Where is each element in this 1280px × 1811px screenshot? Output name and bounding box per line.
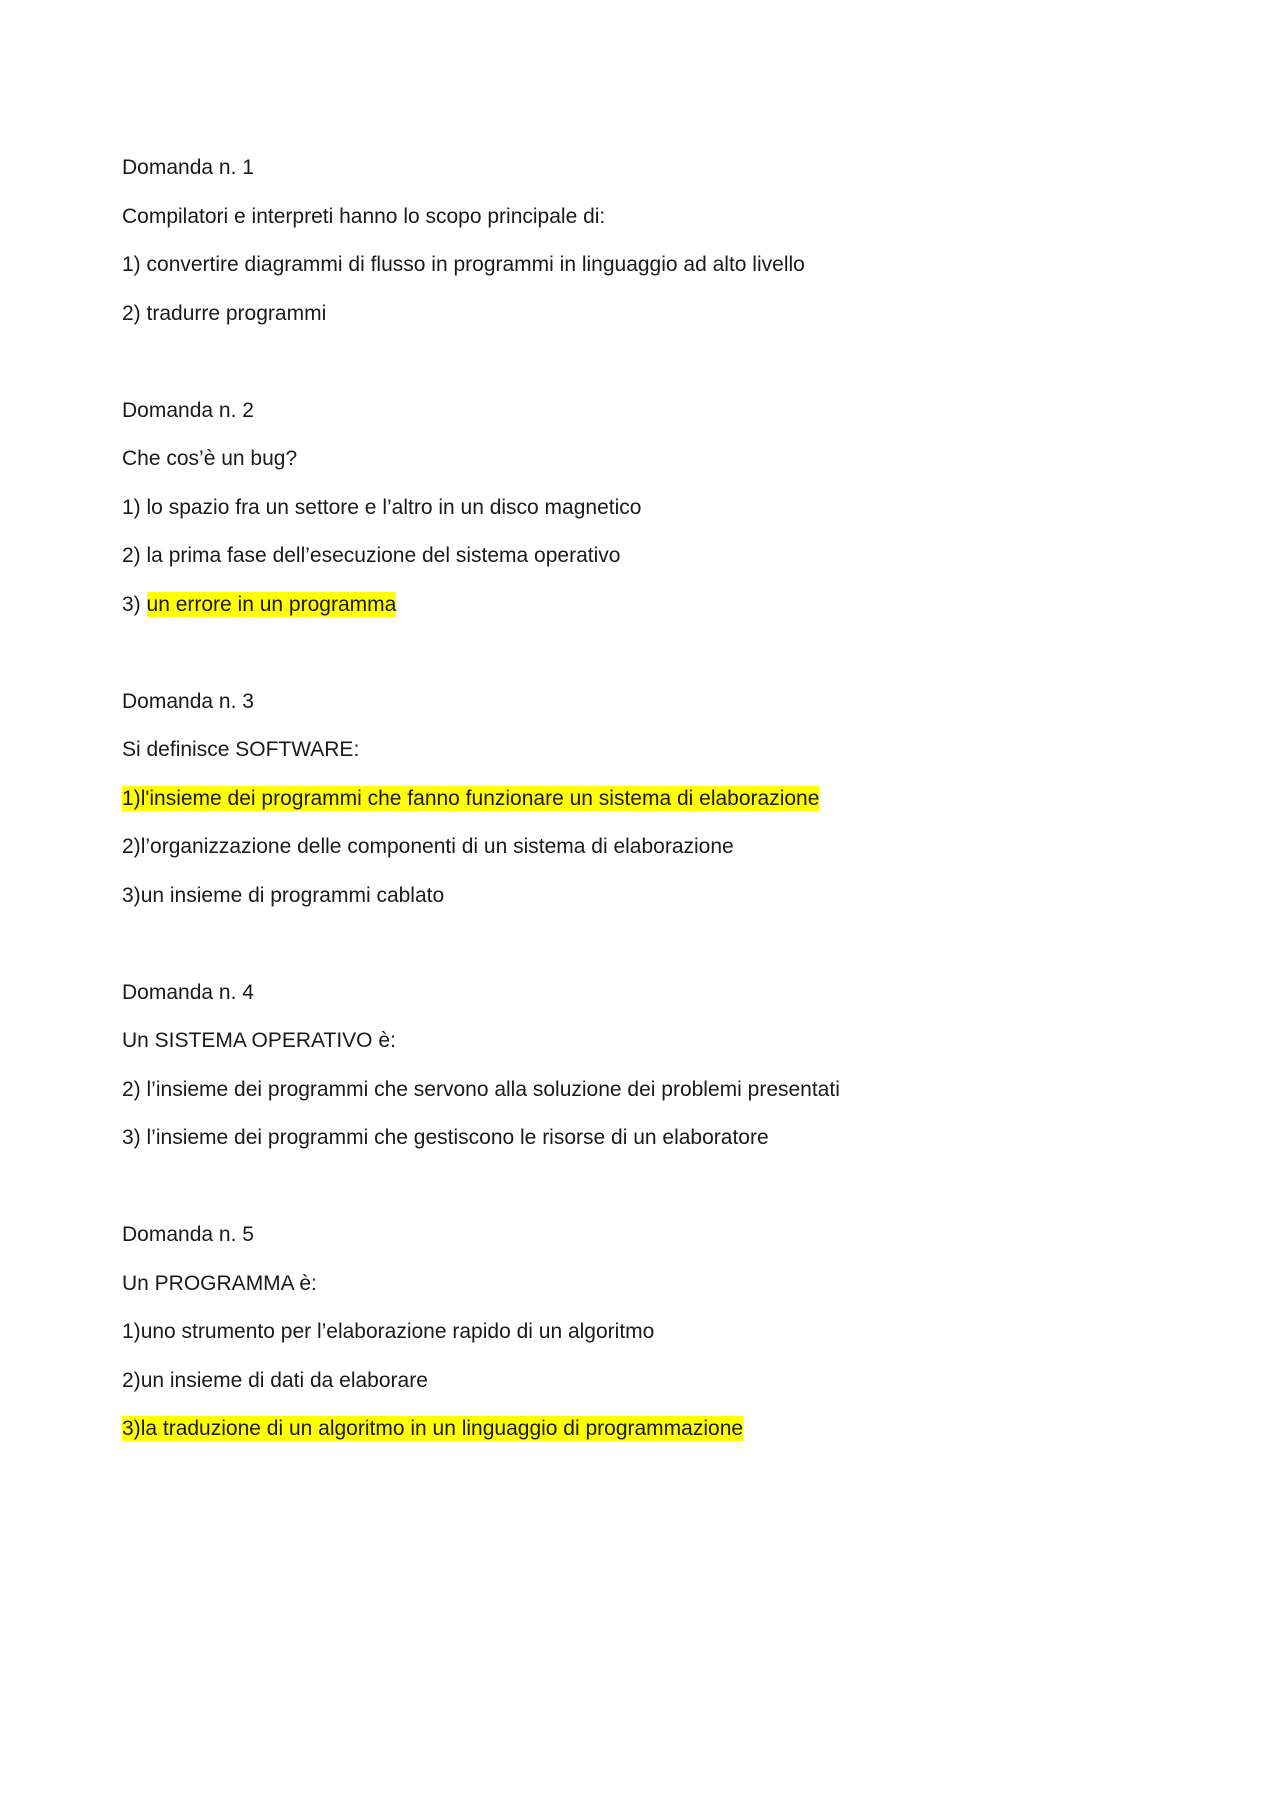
option-prefix: 3) — [122, 592, 147, 616]
highlighted-answer — [122, 1416, 743, 1441]
option-prefix: 2) — [122, 835, 141, 858]
question-5-option-1 — [122, 1314, 1152, 1363]
question-1-option-2 — [122, 296, 1152, 345]
option-prefix: 3) — [122, 883, 141, 907]
question-1-heading: Domanda n. 1 — [122, 156, 254, 179]
question-2-option-2 — [122, 538, 1152, 587]
question-4-heading: Domanda n. 4 — [122, 980, 254, 1004]
question-3-prompt: Si definisce SOFTWARE: — [122, 738, 360, 761]
question-4-option-2 — [122, 1072, 1152, 1121]
question-4-prompt: Un SISTEMA OPERATIVO è: — [122, 1029, 396, 1052]
spacer — [122, 635, 1152, 684]
option-prefix: 1) — [122, 1320, 141, 1343]
highlighted-answer — [122, 786, 819, 811]
option-prefix: 3) — [122, 1417, 141, 1440]
document-content — [122, 150, 1152, 1460]
option-text: uno strumento per l’elaborazione rapido di un algoritmo — [140, 1320, 655, 1343]
question-5-option-3 — [122, 1411, 1152, 1460]
option-text: un insieme di dati da elaborare — [140, 1368, 428, 1392]
option-text: l’organizzazione delle componenti di un sistema di elaborazione — [140, 835, 734, 858]
question-2-heading: Domanda n. 2 — [122, 398, 254, 422]
question-5-heading: Domanda n. 5 — [122, 1223, 254, 1246]
question-1-option-1 — [122, 247, 1152, 296]
option-text: convertire diagrammi di flusso in programmi in linguaggio ad alto livello — [146, 253, 805, 276]
option-text: la prima fase dell’esecuzione del sistema operativo — [146, 544, 621, 567]
option-prefix: 2) — [122, 301, 147, 325]
option-prefix: 2) — [122, 544, 147, 567]
question-5-option-2 — [122, 1363, 1152, 1412]
option-prefix: 1) — [122, 253, 147, 276]
option-prefix: 3) — [122, 1126, 147, 1149]
question-2-prompt: Che cos’è un bug? — [122, 447, 298, 470]
option-text: l'insieme dei programmi che fanno funzionare un sistema di elaborazione — [140, 786, 820, 810]
option-text: l’insieme dei programmi che gestiscono le risorse di un elaboratore — [146, 1126, 769, 1149]
option-prefix: 2) — [122, 1077, 147, 1101]
highlighted-answer: un errore in un programma — [146, 592, 397, 616]
option-text: l’insieme dei programmi che servono alla soluzione dei problemi presentati — [146, 1077, 840, 1101]
option-text: la traduzione di un algoritmo in un linguaggio di programmazione — [140, 1417, 744, 1440]
question-3-option-3 — [122, 878, 1152, 927]
option-prefix: 2) — [122, 1368, 141, 1392]
option-text: lo spazio fra un settore e l’altro in un disco magnetico — [146, 495, 642, 519]
spacer — [122, 1169, 1152, 1218]
spacer — [122, 926, 1152, 975]
option-text: un insieme di programmi cablato — [140, 883, 445, 907]
question-4-option-3 — [122, 1120, 1152, 1169]
question-2-option-1 — [122, 490, 1152, 539]
question-2-option-3 — [122, 587, 1152, 636]
option-text: tradurre programmi — [146, 301, 327, 325]
question-5-prompt: Un PROGRAMMA è: — [122, 1271, 317, 1295]
spacer — [122, 344, 1152, 393]
question-3-heading: Domanda n. 3 — [122, 689, 254, 713]
option-prefix: 1) — [122, 786, 141, 810]
option-prefix: 1) — [122, 495, 147, 519]
question-3-option-2 — [122, 829, 1152, 878]
question-3-option-1 — [122, 781, 1152, 830]
question-1-prompt: Compilatori e interpreti hanno lo scopo principale di: — [122, 204, 606, 228]
